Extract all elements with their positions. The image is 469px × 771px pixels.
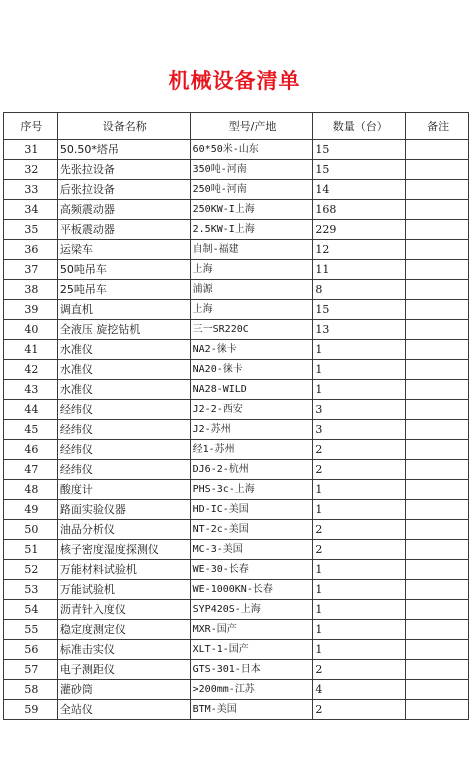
cell-note xyxy=(406,160,469,180)
cell-qty: 2 xyxy=(313,520,406,540)
cell-qty: 13 xyxy=(313,320,406,340)
cell-note xyxy=(406,600,469,620)
equipment-table xyxy=(3,112,469,720)
header-note: 备注 xyxy=(406,113,469,140)
cell-model: J2-2-西安 xyxy=(190,400,313,420)
table-row xyxy=(4,640,469,660)
cell-name: 水准仪 xyxy=(57,340,190,360)
cell-qty: 1 xyxy=(313,640,406,660)
cell-name: 平板震动器 xyxy=(57,220,190,240)
table-row xyxy=(4,140,469,160)
cell-name: 50吨吊车 xyxy=(57,260,190,280)
cell-note xyxy=(406,360,469,380)
cell-no: 38 xyxy=(4,280,58,300)
cell-no: 59 xyxy=(4,700,58,720)
cell-name: 酸度计 xyxy=(57,480,190,500)
cell-qty: 168 xyxy=(313,200,406,220)
table-row xyxy=(4,400,469,420)
table-row xyxy=(4,500,469,520)
table-row xyxy=(4,480,469,500)
cell-name: 万能试验机 xyxy=(57,580,190,600)
cell-name: 标准击实仪 xyxy=(57,640,190,660)
cell-note xyxy=(406,200,469,220)
table-row xyxy=(4,180,469,200)
table-row xyxy=(4,360,469,380)
cell-model: MC-3-美国 xyxy=(190,540,313,560)
cell-model: NA28-WILD xyxy=(190,380,313,400)
table-row xyxy=(4,320,469,340)
cell-model: 自制-福建 xyxy=(190,240,313,260)
cell-note xyxy=(406,320,469,340)
cell-name: 全站仪 xyxy=(57,700,190,720)
cell-model: WE-1000KN-长春 xyxy=(190,580,313,600)
header-no: 序号 xyxy=(4,113,58,140)
cell-name: 沥青针入度仪 xyxy=(57,600,190,620)
table-row xyxy=(4,300,469,320)
cell-no: 53 xyxy=(4,580,58,600)
cell-no: 45 xyxy=(4,420,58,440)
cell-no: 43 xyxy=(4,380,58,400)
cell-note xyxy=(406,420,469,440)
table-body xyxy=(4,140,469,720)
cell-note xyxy=(406,240,469,260)
cell-no: 52 xyxy=(4,560,58,580)
cell-qty: 2 xyxy=(313,660,406,680)
cell-note xyxy=(406,680,469,700)
table-row xyxy=(4,340,469,360)
table-header-row xyxy=(4,113,469,140)
cell-name: 电子测距仪 xyxy=(57,660,190,680)
cell-qty: 1 xyxy=(313,380,406,400)
cell-note xyxy=(406,580,469,600)
table-row xyxy=(4,560,469,580)
cell-model: 350吨-河南 xyxy=(190,160,313,180)
table-row xyxy=(4,600,469,620)
cell-model: 60*50米-山东 xyxy=(190,140,313,160)
cell-note xyxy=(406,500,469,520)
cell-note xyxy=(406,460,469,480)
cell-model: WE-30-长春 xyxy=(190,560,313,580)
cell-qty: 1 xyxy=(313,360,406,380)
cell-name: 万能材料试验机 xyxy=(57,560,190,580)
table-row xyxy=(4,540,469,560)
cell-note xyxy=(406,220,469,240)
cell-qty: 2 xyxy=(313,700,406,720)
cell-qty: 1 xyxy=(313,600,406,620)
cell-qty: 229 xyxy=(313,220,406,240)
cell-model: XLT-1-国产 xyxy=(190,640,313,660)
table-row xyxy=(4,240,469,260)
cell-no: 51 xyxy=(4,540,58,560)
table-row xyxy=(4,580,469,600)
cell-model: DJ6-2-杭州 xyxy=(190,460,313,480)
cell-model: 三一SR220C xyxy=(190,320,313,340)
table-row xyxy=(4,380,469,400)
cell-name: 稳定度测定仪 xyxy=(57,620,190,640)
cell-qty: 1 xyxy=(313,500,406,520)
cell-model: 250吨-河南 xyxy=(190,180,313,200)
cell-qty: 1 xyxy=(313,340,406,360)
cell-model: HD-IC-美国 xyxy=(190,500,313,520)
header-qty: 数量（台） xyxy=(313,113,406,140)
cell-model: BTM-美国 xyxy=(190,700,313,720)
cell-no: 33 xyxy=(4,180,58,200)
cell-model: NA20-徕卡 xyxy=(190,360,313,380)
cell-name: 路面实验仪器 xyxy=(57,500,190,520)
cell-model: 经1-苏州 xyxy=(190,440,313,460)
cell-model: 浦源 xyxy=(190,280,313,300)
cell-no: 36 xyxy=(4,240,58,260)
cell-note xyxy=(406,180,469,200)
cell-no: 31 xyxy=(4,140,58,160)
cell-note xyxy=(406,700,469,720)
cell-no: 47 xyxy=(4,460,58,480)
cell-no: 42 xyxy=(4,360,58,380)
cell-note xyxy=(406,640,469,660)
cell-qty: 15 xyxy=(313,140,406,160)
cell-note xyxy=(406,620,469,640)
cell-name: 经纬仪 xyxy=(57,420,190,440)
table-row xyxy=(4,440,469,460)
cell-note xyxy=(406,380,469,400)
cell-model: SYP420S-上海 xyxy=(190,600,313,620)
cell-note xyxy=(406,560,469,580)
cell-note xyxy=(406,300,469,320)
cell-note xyxy=(406,660,469,680)
cell-qty: 1 xyxy=(313,480,406,500)
cell-name: 运梁车 xyxy=(57,240,190,260)
cell-model: MXR-国产 xyxy=(190,620,313,640)
cell-qty: 15 xyxy=(313,160,406,180)
cell-model: PHS-3c-上海 xyxy=(190,480,313,500)
cell-no: 55 xyxy=(4,620,58,640)
cell-name: 高频震动器 xyxy=(57,200,190,220)
cell-name: 水准仪 xyxy=(57,360,190,380)
cell-name: 50.50*塔吊 xyxy=(57,140,190,160)
cell-model: J2-苏州 xyxy=(190,420,313,440)
cell-model: 上海 xyxy=(190,260,313,280)
header-name: 设备名称 xyxy=(57,113,190,140)
table-row xyxy=(4,420,469,440)
cell-qty: 1 xyxy=(313,580,406,600)
cell-model: >200mm-江苏 xyxy=(190,680,313,700)
table-row xyxy=(4,680,469,700)
table-row xyxy=(4,280,469,300)
cell-qty: 11 xyxy=(313,260,406,280)
cell-model: NA2-徕卡 xyxy=(190,340,313,360)
cell-name: 经纬仪 xyxy=(57,440,190,460)
cell-no: 32 xyxy=(4,160,58,180)
cell-no: 37 xyxy=(4,260,58,280)
cell-note xyxy=(406,520,469,540)
cell-name: 油品分析仪 xyxy=(57,520,190,540)
cell-no: 58 xyxy=(4,680,58,700)
cell-note xyxy=(406,140,469,160)
table-row xyxy=(4,460,469,480)
cell-no: 39 xyxy=(4,300,58,320)
cell-qty: 15 xyxy=(313,300,406,320)
cell-model: 上海 xyxy=(190,300,313,320)
table-row xyxy=(4,160,469,180)
cell-no: 35 xyxy=(4,220,58,240)
cell-qty: 14 xyxy=(313,180,406,200)
cell-name: 25吨吊车 xyxy=(57,280,190,300)
cell-qty: 8 xyxy=(313,280,406,300)
cell-qty: 12 xyxy=(313,240,406,260)
cell-name: 经纬仪 xyxy=(57,400,190,420)
cell-note xyxy=(406,480,469,500)
cell-no: 49 xyxy=(4,500,58,520)
cell-name: 核子密度湿度探测仪 xyxy=(57,540,190,560)
cell-name: 灌砂筒 xyxy=(57,680,190,700)
table-row xyxy=(4,220,469,240)
cell-no: 41 xyxy=(4,340,58,360)
cell-no: 57 xyxy=(4,660,58,680)
cell-qty: 1 xyxy=(313,560,406,580)
table-row xyxy=(4,700,469,720)
table-row xyxy=(4,660,469,680)
cell-no: 54 xyxy=(4,600,58,620)
table-row xyxy=(4,200,469,220)
cell-no: 46 xyxy=(4,440,58,460)
cell-model: 250KW-I上海 xyxy=(190,200,313,220)
cell-no: 44 xyxy=(4,400,58,420)
cell-qty: 2 xyxy=(313,440,406,460)
cell-qty: 3 xyxy=(313,400,406,420)
cell-note xyxy=(406,260,469,280)
cell-model: NT-2c-美国 xyxy=(190,520,313,540)
cell-qty: 2 xyxy=(313,460,406,480)
cell-no: 40 xyxy=(4,320,58,340)
cell-qty: 3 xyxy=(313,420,406,440)
cell-name: 水准仪 xyxy=(57,380,190,400)
cell-note xyxy=(406,340,469,360)
cell-model: GTS-301-日本 xyxy=(190,660,313,680)
cell-name: 调直机 xyxy=(57,300,190,320)
cell-name: 先张拉设备 xyxy=(57,160,190,180)
cell-model: 2.5KW-I上海 xyxy=(190,220,313,240)
cell-no: 34 xyxy=(4,200,58,220)
header-model: 型号/产地 xyxy=(190,113,313,140)
table-row xyxy=(4,620,469,640)
cell-name: 全液压 旋挖钻机 xyxy=(57,320,190,340)
cell-note xyxy=(406,440,469,460)
cell-qty: 1 xyxy=(313,620,406,640)
cell-no: 56 xyxy=(4,640,58,660)
cell-name: 经纬仪 xyxy=(57,460,190,480)
page-title: 机械设备清单 xyxy=(168,69,301,93)
cell-note xyxy=(406,400,469,420)
cell-qty: 2 xyxy=(313,540,406,560)
table-row xyxy=(4,520,469,540)
cell-note xyxy=(406,540,469,560)
cell-no: 48 xyxy=(4,480,58,500)
cell-note xyxy=(406,280,469,300)
table-row xyxy=(4,260,469,280)
cell-name: 后张拉设备 xyxy=(57,180,190,200)
cell-no: 50 xyxy=(4,520,58,540)
cell-qty: 4 xyxy=(313,680,406,700)
